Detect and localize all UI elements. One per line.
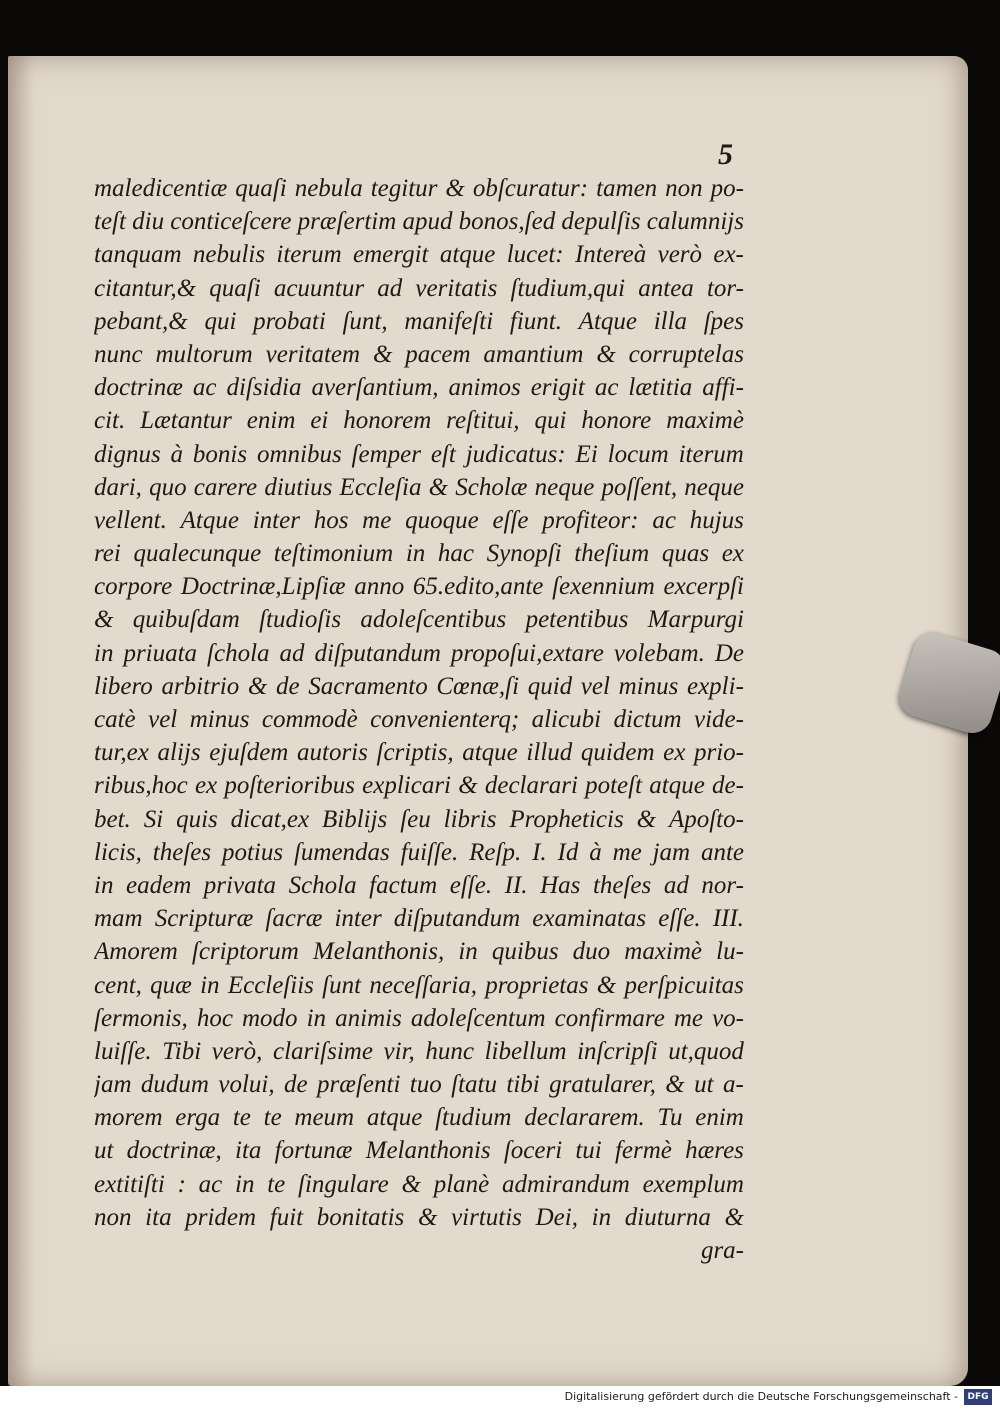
text-line: ſermonis, hoc modo in animis adoleſcentum confirmare me vo- bbox=[94, 1004, 744, 1032]
text-line: maledicentiæ quaſi nebula tegitur & obſcuratur: tamen non po- bbox=[94, 175, 744, 202]
text-line: extitiſti : ac in te ſingulare & planè admirandum exemplum bbox=[94, 1170, 744, 1198]
page-number: 5 bbox=[718, 138, 733, 171]
text-line: catè vel minus commodè convenienterq; alicubi dictum vide- bbox=[94, 706, 744, 733]
body-text bbox=[94, 172, 744, 1267]
text-line: nunc multorum veritatem & pacem amantium & corruptelas bbox=[94, 340, 744, 368]
text-line: libero arbitrio & de Sacramento Cœnæ,ſi quid vel minus expli- bbox=[94, 672, 744, 700]
text-line: non ita pridem fuit bonitatis & virtutis Dei, in diuturna & bbox=[94, 1203, 744, 1231]
text-line: ribus,hoc ex poſterioribus explicari & declarari poteſt atque de- bbox=[94, 772, 744, 800]
text-line: cent, quæ in Eccleſiis ſunt neceſſaria, proprietas & perſpicuitas bbox=[94, 971, 744, 999]
text-line: dignus à bonis omnibus ſemper eſt judicatus: Ei locum iterum bbox=[94, 440, 744, 468]
footer-bar bbox=[0, 1386, 1000, 1410]
text-line: gra- bbox=[700, 1237, 744, 1264]
text-line: Amorem ſcriptorum Melanthonis, in quibus duo maximè lu- bbox=[94, 938, 744, 966]
text-line: luiſſe. Tibi verò, clariſsime vir, hunc libellum inſcripſi ut,quod bbox=[94, 1037, 744, 1065]
text-line: tur,ex alijs ejuſdem autoris ſcriptis, atque illud quidem ex prio- bbox=[94, 739, 744, 767]
text-line: jam dudum volui, de præſenti tuo ſtatu tibi gratularer, & ut a- bbox=[94, 1071, 744, 1099]
text-line: pebant,& qui probati ſunt, manifeſti fiunt. Atque illa ſpes bbox=[94, 307, 744, 335]
text-line: citantur,& quaſi acuuntur ad veritatis ſtudium,qui antea tor- bbox=[94, 274, 744, 302]
text-line: corpore Doctrinæ,Lipſiæ anno 65.edito,ante ſexennium excerpſi bbox=[94, 573, 744, 601]
text-line: in priuata ſchola ad diſputandum propoſui,extare volebam. De bbox=[94, 639, 744, 667]
dfg-logo: DFG bbox=[964, 1389, 992, 1405]
text-line: vellent. Atque inter hos me quoque eſſe profiteor: ac hujus bbox=[94, 506, 744, 534]
text-line: doctrinæ ac diſsidia averſantium, animos erigit ac lætitia affi- bbox=[94, 374, 744, 402]
text-line: bet. Si quis dicat,ex Biblijs ſeu libris Propheticis & Apoſto- bbox=[94, 805, 744, 833]
text-line: tanquam nebulis iterum emergit atque lucet: Intereà verò ex- bbox=[94, 241, 744, 269]
text-line: morem erga te te meum atque ſtudium declararem. Tu enim bbox=[94, 1104, 744, 1132]
text-line: ut doctrinæ, ita fortunæ Melanthonis ſoceri tui fermè hæres bbox=[94, 1137, 744, 1165]
text-line: & quibuſdam ſtudioſis adoleſcentibus petentibus Marpurgi bbox=[94, 606, 744, 634]
text-line: dari, quo carere diutius Eccleſia & Scholæ neque poſſent, neque bbox=[94, 473, 744, 501]
text-line: mam Scripturæ ſacræ inter diſputandum examinatas eſſe. III. bbox=[94, 905, 744, 933]
text-line: cit. Lætantur enim ei honorem reſtitui, qui honore maximè bbox=[94, 407, 744, 435]
text-line: teſt diu conticeſcere præſertim apud bonos,ſed depulſis calumnijs bbox=[94, 208, 744, 236]
text-line: rei qualecunque teſtimonium in hac Synopſi theſium quas ex bbox=[94, 540, 744, 568]
text-line: in eadem privata Schola factum eſſe. II. Has theſes ad nor- bbox=[94, 871, 744, 899]
footer-credit: Digitalisierung gefördert durch die Deutsche Forschungsgemeinschaft - bbox=[564, 1390, 958, 1403]
text-line: licis, theſes potius ſumendas fuiſſe. Reſp. I. Id à me jam ante bbox=[94, 838, 744, 866]
